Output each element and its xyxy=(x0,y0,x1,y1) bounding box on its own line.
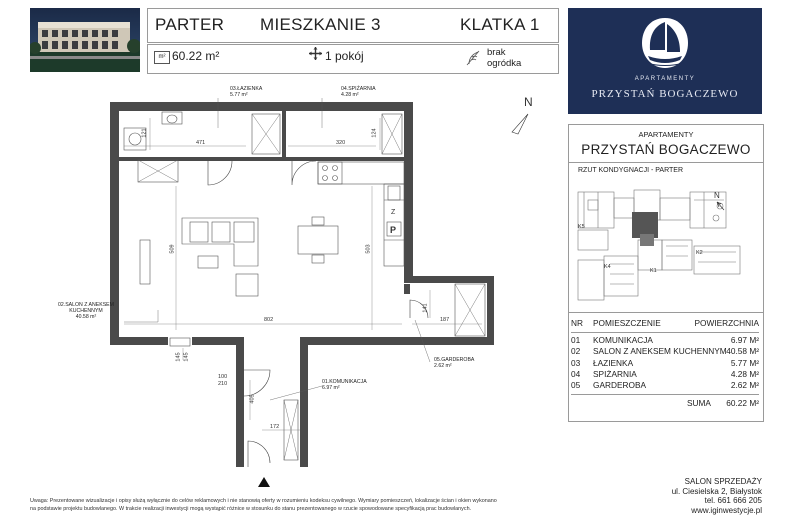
panel-divider-top xyxy=(568,162,764,163)
salon-name-1: 02.SALON Z ANEKSEM xyxy=(58,302,114,308)
keymap-label-k4: K4 xyxy=(604,264,611,270)
keymap-label-k1: K1 xyxy=(650,268,657,274)
wardrobe-label xyxy=(434,357,474,369)
hall-area: 6.97 m² xyxy=(322,385,340,391)
room-count: 1 pokój xyxy=(325,49,364,63)
dim-509: 509 xyxy=(169,244,176,254)
row-area: 6.97 M² xyxy=(730,335,759,345)
panel-divider-mid xyxy=(568,312,764,313)
living-furniture xyxy=(138,160,338,296)
dim-172: 172 xyxy=(270,424,280,430)
apartment-area: 60.22 m² xyxy=(172,49,220,63)
sailboat-logo-icon xyxy=(638,16,692,74)
row-name: GARDEROBA xyxy=(593,380,647,391)
fridge-symbol: Z xyxy=(391,209,396,216)
th-area: POWIERZCHNIA xyxy=(694,318,759,328)
keymap-label-k5: K5 xyxy=(578,224,585,230)
table-row xyxy=(571,369,759,380)
table-rule-bottom xyxy=(571,394,759,395)
garden-line-1: brak xyxy=(487,47,506,58)
disclaimer-line-2: na podstawie projektu budowlanego. W trakcie realizacji inwestycji mogą wystąpić różnice w stosunku do stanu prezentowanego w rzucie spowodowane specyfikacją prac budowlanych. xyxy=(30,506,472,512)
salon-area: 40.58 m² xyxy=(75,314,97,320)
table-rule xyxy=(571,332,759,333)
plan-walls xyxy=(110,102,494,467)
th-name: POMIESZCZENIE xyxy=(593,318,661,328)
wardrobe-name: 05.GARDEROBA xyxy=(434,357,475,363)
dim-100: 100 xyxy=(218,374,228,380)
entrance-arrow-icon xyxy=(258,477,270,487)
wardrobe-area: 2.62 m² xyxy=(434,363,452,369)
row-name: SALON Z ANEKSEM KUCHENNYM xyxy=(593,346,727,357)
floor-label: PARTER xyxy=(155,15,225,34)
pantry-name: 04.SPIŻARNIA xyxy=(341,86,376,92)
th-nr: NR xyxy=(571,318,583,328)
row-nr: 01 xyxy=(571,335,581,345)
hall-name: 01.KOMUNIKACJA xyxy=(322,379,367,385)
pantry-label xyxy=(341,86,376,98)
north-label: N xyxy=(524,95,533,109)
sum-label: SUMA xyxy=(687,398,711,409)
building-key-map xyxy=(574,180,758,304)
table-row xyxy=(571,380,759,391)
table-row xyxy=(571,358,759,369)
table-row xyxy=(571,346,759,357)
dim-124: 124 xyxy=(371,128,378,138)
row-area: 2.62 M² xyxy=(730,380,759,391)
staircase-label: KLATKA 1 xyxy=(460,15,540,34)
table-row xyxy=(571,335,759,346)
sales-phone: tel. 661 666 205 xyxy=(704,496,762,506)
rooms-table-header xyxy=(571,318,759,329)
sales-info xyxy=(560,477,762,515)
apartment-label: MIESZKANIE 3 xyxy=(260,15,381,34)
row-area: 5.77 M² xyxy=(730,357,759,368)
row-area: 40.58 M² xyxy=(726,346,759,357)
bath-label xyxy=(230,86,262,98)
row-area: 4.28 M² xyxy=(730,368,759,379)
row-nr: 02 xyxy=(571,346,581,357)
panel-subtitle: APARTAMENTY xyxy=(638,130,694,139)
dim-141: 141 xyxy=(422,303,429,313)
sum-value: 60.22 M² xyxy=(726,398,759,409)
keymap-label-k2: K2 xyxy=(696,250,703,256)
dim-320: 320 xyxy=(336,140,346,146)
dim-145b: 145 xyxy=(183,352,190,362)
brand-name-text: PRZYSTAŃ BOGACZEWO xyxy=(591,88,739,100)
pantry-shelves xyxy=(382,114,402,154)
disclaimer-line-1: Uwaga: Prezentowane wizualizacje i opisy służą wyłącznie do celów reklamowych i nie stanowią oferty w rozumieniu kodeksu cywilnego. Wymiary pomieszczeń, lokalizacje ścian i okien wykonano xyxy=(30,498,497,504)
bath-area: 5.77 m² xyxy=(230,92,248,98)
dim-405: 405 xyxy=(249,394,256,404)
dim-210: 210 xyxy=(218,381,228,387)
area-badge-icon: m² xyxy=(154,51,170,64)
sales-website[interactable]: www.iginwestycje.pl xyxy=(691,505,762,515)
row-name: ŁAZIENKA xyxy=(593,357,634,368)
row-nr: 03 xyxy=(571,357,581,368)
disclaimer xyxy=(30,497,558,513)
dim-145a: 145 xyxy=(175,352,182,362)
sales-title: SALON SPRZEDAŻY xyxy=(684,477,762,486)
row-nr: 04 xyxy=(571,368,581,379)
sales-address: ul. Ciesielska 2, Białystok xyxy=(671,486,762,496)
closets xyxy=(170,284,485,460)
dim-802: 802 xyxy=(264,317,274,323)
rooms-table xyxy=(571,318,759,409)
table-sum-row xyxy=(571,398,759,409)
row-name: KOMUNIKACJA xyxy=(593,335,653,345)
row-nr: 05 xyxy=(571,380,581,391)
dim-503: 503 xyxy=(365,244,372,254)
keymap-north-label: N xyxy=(714,191,720,200)
brand-logo-panel xyxy=(568,8,762,114)
panel-title: PRZYSTAŃ BOGACZEWO xyxy=(581,142,751,157)
dim-187: 187 xyxy=(440,317,450,323)
pantry-area: 4.28 m² xyxy=(341,92,359,98)
dim-121: 121 xyxy=(141,128,148,138)
north-arrow-icon xyxy=(506,114,528,136)
plan-caption: RZUT KONDYGNACJI - PARTER xyxy=(578,167,684,174)
salon-label xyxy=(58,302,114,320)
bath-name: 03.ŁAZIENKA xyxy=(230,86,263,92)
garden-line-2: ogródka xyxy=(487,58,522,69)
pantry-symbol: P xyxy=(390,225,397,235)
salon-name-2: KUCHENNYM xyxy=(69,308,103,314)
dim-471: 471 xyxy=(196,140,206,146)
row-name: SPIŻARNIA xyxy=(593,368,637,379)
hall-label xyxy=(322,379,367,391)
brand-top-text: APARTAMENTY xyxy=(634,76,696,82)
